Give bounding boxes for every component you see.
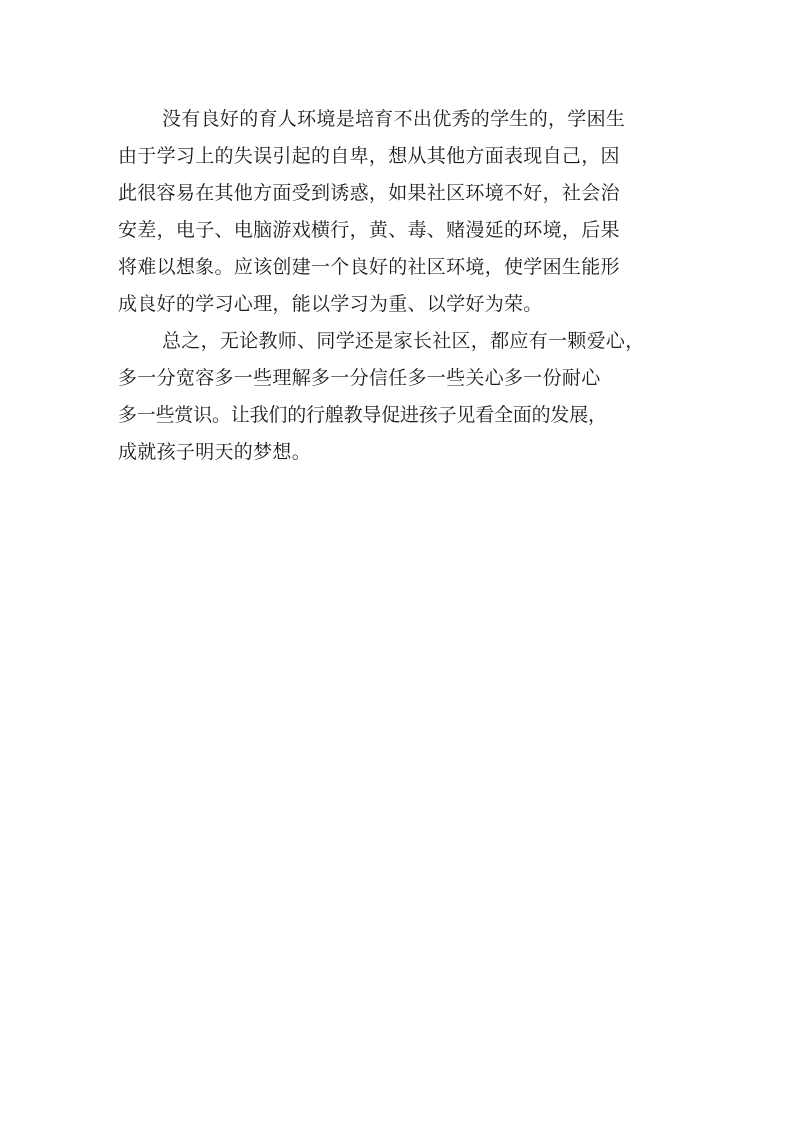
document-body (118, 101, 688, 471)
paragraph-1 (118, 101, 688, 323)
paragraph-line: 由于学习上的失误引起的自卑，想从其他方面表现自己，因 (118, 145, 620, 167)
paragraph-line: 成良好的学习心理，能以学习为重、以学好为荣。 (118, 293, 543, 315)
paragraph-line: 总之，无论教师、同学还是家长社区，都应有一颗爱心， (162, 330, 645, 352)
paragraph-line: 此很容易在其他方面受到诱惑，如果社区环境不好，社会治 (118, 182, 620, 204)
paragraph-2 (118, 323, 688, 471)
paragraph-line: 多一些赏识。让我们的行艎教导促进孩子见看全面的发展， (118, 404, 607, 426)
paragraph-line: 成就孩子明天的梦想。 (118, 441, 312, 463)
paragraph-line: 安差，电子、电脑游戏横行，黄、毒、赌漫延的环境，后果 (118, 219, 620, 241)
paragraph-line: 没有良好的育人环境是培育不出优秀的学生的，学困生 (162, 108, 626, 130)
paragraph-line: 多一分宽容多一些理解多一分信任多一些关心多一份耐心 (118, 367, 601, 389)
paragraph-line: 将难以想象。应该创建一个良好的社区环境，使学困生能形 (118, 256, 620, 278)
